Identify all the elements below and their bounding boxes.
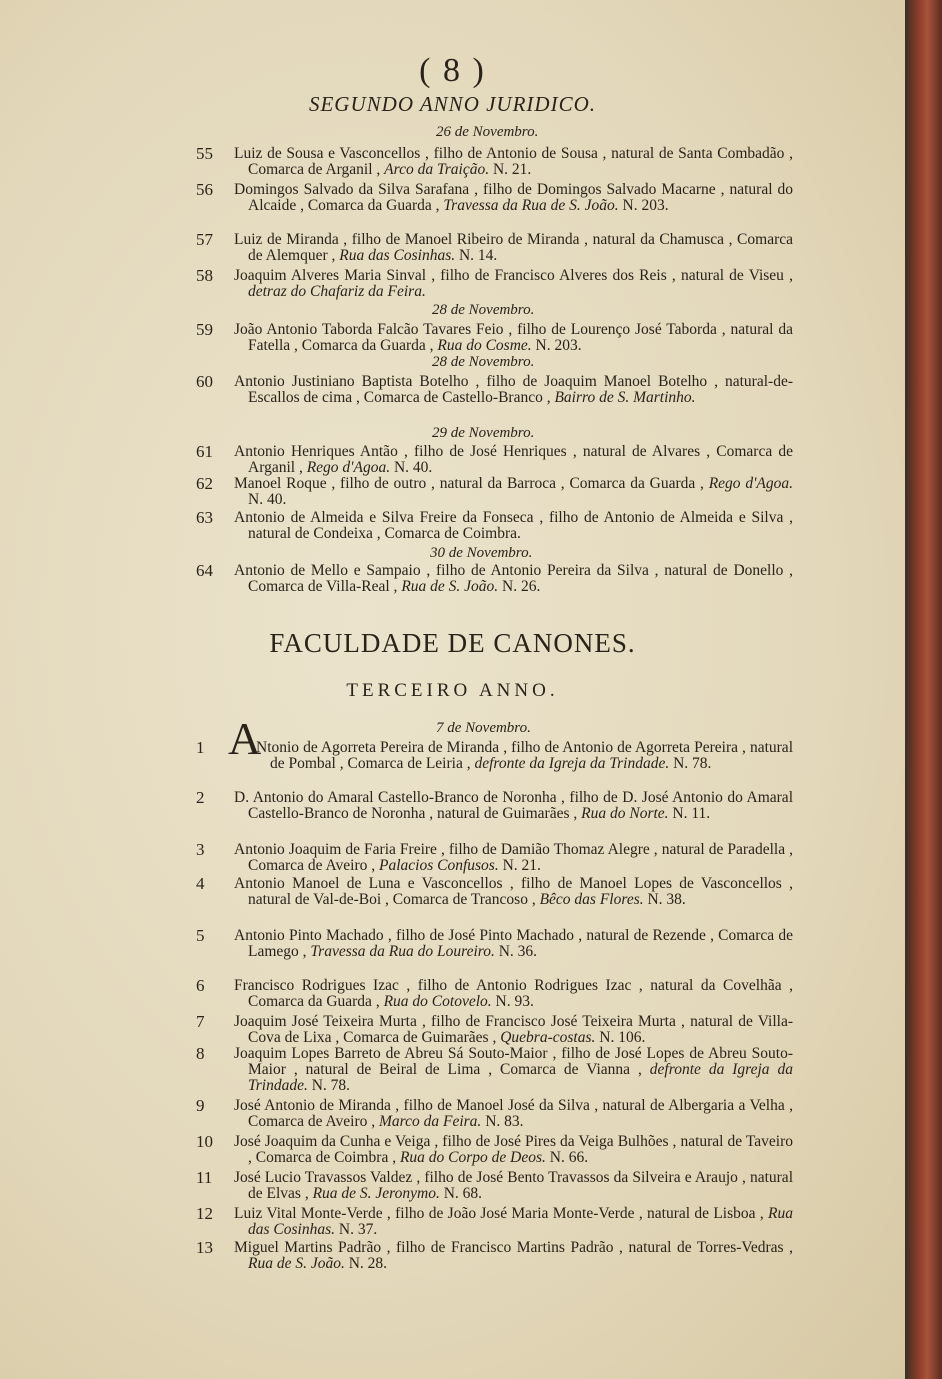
entry-address: Rua do Cotovelo. [383, 993, 492, 1010]
entry-text: Domingos Salvado da Silva Sarafana , filho de Domingos Salvado Macarne , natural do Alcaide , Comarca da Guarda , [234, 181, 793, 214]
page-edge [905, 0, 942, 1379]
entry-text: Antonio Manoel de Luna e Vasconcellos , filho de Manoel Lopes de Vasconcellos , natural de Val-de-Boi , Comarca de Trancoso , [234, 875, 793, 908]
entry-text: Antonio de Mello e Sampaio , filho de Antonio Pereira da Silva , natural de Donello , Comarca de Villa-Real , [234, 562, 793, 595]
entry-number: 5 [196, 926, 205, 945]
entry-number: 13 [196, 1238, 213, 1257]
entry-address: defronte da Igreja da Trindade. [248, 1061, 793, 1094]
entry-address: Marco da Feira. [379, 1113, 482, 1130]
entry-number: 3 [196, 840, 205, 859]
list-item [198, 1098, 793, 1130]
list-item [198, 322, 793, 354]
list-item [198, 1170, 793, 1202]
entry-text: D. Antonio do Amaral Castello-Branco de Noronha , filho de D. José Antonio do Amaral Castello-Branco de Noronha , natural de Guimarães , [234, 789, 793, 822]
list-item [198, 374, 793, 406]
entry-number: 58 [196, 266, 213, 285]
entry-address: Travessa da Rua do Loureiro. [310, 943, 495, 960]
entry-text: Antonio Henriques Antão , filho de José Henriques , natural de Alvares , Comarca de Arganil , [234, 443, 793, 476]
entry-number: 7 [196, 1012, 205, 1031]
date-heading: 26 de Novembro. [436, 124, 539, 140]
entry-number: 57 [196, 230, 213, 249]
entry-number-tail: N. 68. [443, 1185, 483, 1202]
entry-address: Rua de S. João. [248, 1255, 345, 1272]
entry-number-tail: N. 14. [458, 247, 498, 264]
list-item [198, 232, 793, 264]
list-item [198, 1046, 793, 1094]
list-item [198, 444, 793, 476]
entry-address: Travessa da Rua de S. João. [443, 197, 619, 214]
entry-text: Joaquim José Teixeira Murta , filho de Francisco José Teixeira Murta , natural de Villa-Cova de Lixa , Comarca de Guimarães , [234, 1013, 793, 1046]
entry-number-tail: N. 38. [647, 891, 686, 908]
date-heading: 30 de Novembro. [430, 545, 533, 561]
entry-address: Bêco das Flores. [539, 891, 644, 908]
entry-number-tail: N. 93. [495, 993, 534, 1010]
entry-number-tail: N. 11. [672, 805, 711, 822]
entry-number: 2 [196, 788, 205, 807]
entry-address: Rua de S. Jeronymo. [312, 1185, 440, 1202]
entry-number-tail: N. 26. [502, 578, 541, 595]
entry-number-tail: N. 83. [485, 1113, 524, 1130]
entry-number: 4 [196, 874, 205, 893]
entry-number-tail: N. 203. [622, 197, 669, 214]
entry-number-tail: N. 66. [549, 1149, 589, 1166]
list-item [198, 842, 793, 874]
entry-number-tail: N. 40. [393, 459, 433, 476]
entry-text: Antonio Pinto Machado , filho de José Pinto Machado , natural de Rezende , Comarca de Lamego , [234, 927, 793, 960]
entry-address: Palacios Confusos. [379, 857, 499, 874]
list-item [198, 510, 793, 542]
entry-address: Rua das Cosinhas. [248, 1205, 794, 1238]
list-item [198, 268, 793, 300]
entry-address: Rego d'Agoa. [708, 475, 793, 492]
entry-text: Joaquim Alveres Maria Sinval , filho de Francisco Alveres dos Reis , natural de Viseu , [234, 267, 793, 284]
entry-number-tail: N. 78. [311, 1077, 351, 1094]
entry-text: Miguel Martins Padrão , filho de Francisco Martins Padrão , natural de Torres-Vedras , [234, 1239, 793, 1256]
list-item [198, 790, 793, 822]
page-number: ( 8 ) [419, 52, 486, 89]
entry-number-tail: N. 40. [248, 491, 287, 508]
entry-number-tail: N. 21. [502, 857, 541, 874]
entry-text: Luiz de Sousa e Vasconcellos , filho de Antonio de Sousa , natural de Santa Combadão , Comarca de Arganil , [234, 145, 793, 178]
entry-number: 56 [196, 180, 213, 199]
entry-text: Luiz Vital Monte-Verde , filho de João José Maria Monte-Verde , natural de Lisboa , [234, 1205, 764, 1222]
entry-text: Joaquim Lopes Barreto de Abreu Sá Souto-Maior , filho de José Lopes de Abreu Souto-Maior , natural de Beiral de Lima , Comarca de Vianna , [234, 1045, 793, 1078]
entry-number: 55 [196, 144, 213, 163]
entry-address: Arco da Traição. [384, 161, 490, 178]
entry-number-tail: N. 106. [599, 1029, 646, 1046]
entry-address: Quebra-costas. [500, 1029, 596, 1046]
entry-text: Antonio Justiniano Baptista Botelho , filho de Joaquim Manoel Botelho , natural-de-Escallos de cima , Comarca de Castello-Branco , [234, 373, 793, 406]
entry-address: Rua de S. João. [401, 578, 499, 595]
list-item [198, 876, 793, 908]
list-item [198, 476, 793, 508]
entry-number: 61 [196, 442, 213, 461]
drop-cap: A [228, 713, 262, 764]
entry-number: 60 [196, 372, 213, 391]
date-heading: 29 de Novembro. [432, 425, 535, 441]
entry-number: 62 [196, 474, 213, 493]
entry-text: Antonio Joaquim de Faria Freire , filho de Damião Thomaz Alegre , natural de Paradella , Comarca de Aveiro , [234, 841, 793, 874]
entry-text: Francisco Rodrigues Izac , filho de Antonio Rodrigues Izac , natural da Covelhãa , Comarca da Guarda , [234, 977, 793, 1010]
entry-text: Luiz de Miranda , filho de Manoel Ribeiro de Miranda , natural da Chamusca , Comarca de Alemquer , [234, 231, 793, 264]
entry-text: José Joaquim da Cunha e Veiga , filho de José Pires da Veiga Bulhões , natural de Taveiro , Comarca de Coimbra , [234, 1133, 793, 1166]
list-item [198, 740, 793, 772]
entry-number-tail: N. 203. [535, 337, 582, 354]
entry-number: 63 [196, 508, 213, 527]
entry-text: José Lucio Travassos Valdez , filho de José Bento Travassos da Silveira e Araujo , natural de Elvas , [234, 1169, 793, 1202]
list-item [198, 563, 793, 595]
entry-number-tail: N. 36. [498, 943, 538, 960]
list-item [198, 978, 793, 1010]
list-item [198, 1014, 793, 1046]
entry-text: Antonio de Almeida e Silva Freire da Fonseca , filho de Antonio de Almeida e Silva , natural de Condeixa , Comarca de Coimbra. [234, 509, 793, 542]
year-heading: TERCEIRO ANNO. [346, 680, 559, 701]
entry-address: detraz do Chafariz da Feira. [248, 283, 426, 300]
list-item [198, 1134, 793, 1166]
entry-number: 9 [196, 1096, 205, 1115]
entry-number: 64 [196, 561, 213, 580]
entry-address: Rego d'Agoa. [306, 459, 391, 476]
entry-text: Manoel Roque , filho de outro , natural da Barroca , Comarca da Guarda , [234, 475, 704, 492]
list-item [198, 1240, 793, 1272]
entry-number-tail: N. 78. [673, 755, 712, 772]
list-item [198, 1206, 793, 1238]
entry-number: 1 [196, 738, 205, 757]
entry-number: 8 [196, 1044, 205, 1063]
entry-address: Rua das Cosinhas. [339, 247, 456, 264]
entry-address: Rua do Norte. [581, 805, 669, 822]
entry-number: 6 [196, 976, 205, 995]
date-heading: 28 de Novembro. [432, 354, 535, 370]
list-item [198, 182, 793, 214]
entry-address: Rua do Cosme. [437, 337, 532, 354]
entry-address: Rua do Corpo de Deos. [399, 1149, 546, 1166]
entry-number-tail: N. 28. [348, 1255, 388, 1272]
date-heading: 7 de Novembro. [436, 720, 531, 736]
entry-text: João Antonio Taborda Falcão Tavares Feio , filho de Lourenço José Taborda , natural da Fatella , Comarca da Guarda , [234, 321, 793, 354]
entry-number: 59 [196, 320, 213, 339]
list-item [198, 928, 793, 960]
entry-number-tail: N. 37. [338, 1221, 378, 1238]
faculty-heading: FACULDADE DE CANONES. [269, 628, 636, 658]
list-item [198, 146, 793, 178]
entry-number: 12 [196, 1204, 213, 1223]
running-head: SEGUNDO ANNO JURIDICO. [308, 92, 596, 116]
entry-address: defronte da Igreja da Trindade. [474, 755, 670, 772]
entry-number-tail: N. 21. [492, 161, 532, 178]
entry-number: 11 [196, 1168, 213, 1187]
date-heading: 28 de Novembro. [432, 302, 535, 318]
entry-address: Bairro de S. Martinho. [554, 389, 696, 406]
entry-number: 10 [196, 1132, 213, 1151]
entry-text: Ntonio de Agorreta Pereira de Miranda , filho de Antonio de Agorreta Pereira , natural de Pombal , Comarca de Leiria , [256, 739, 793, 772]
entry-text: José Antonio de Miranda , filho de Manoel José da Silva , natural de Albergaria a Velha , Comarca de Aveiro , [234, 1097, 793, 1130]
